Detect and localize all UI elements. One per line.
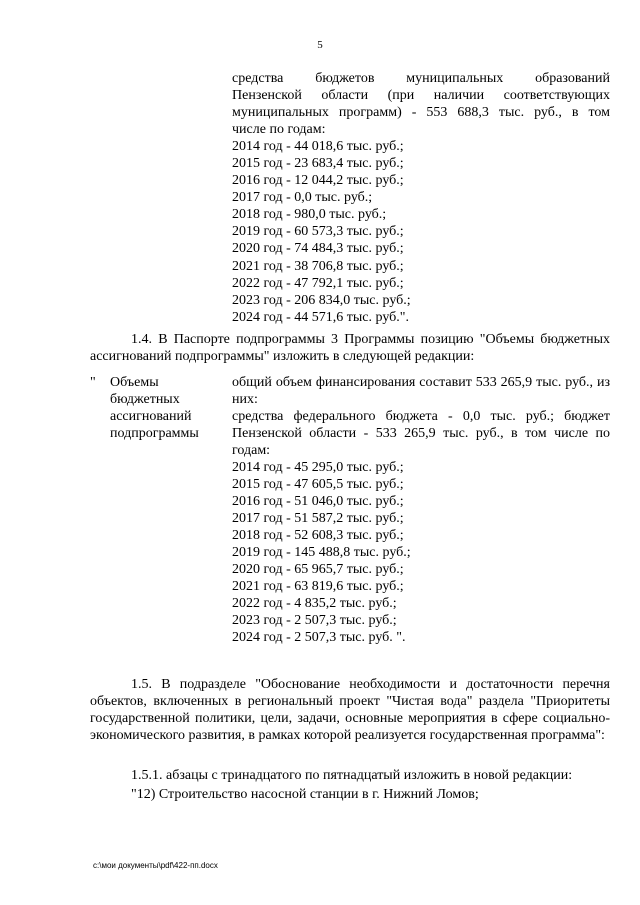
year-funding-line: 2018 год - 52 608,3 тыс. руб.; <box>232 528 404 544</box>
table-years-list <box>232 459 610 647</box>
table-open-quote: " <box>90 375 96 390</box>
year-funding-line: 2022 год - 4 835,2 тыс. руб.; <box>232 596 397 612</box>
year-funding-line: 2023 год - 2 507,3 тыс. руб.; <box>232 613 397 629</box>
year-funding-line: 2019 год - 145 488,8 тыс. руб.; <box>232 545 411 561</box>
funding-years-list <box>232 138 610 326</box>
paragraph-1-5: 1.5. В подразделе "Обоснование необходимости и достаточности перечня объектов, включенных в региональный проект "Чистая вода" раздела "Приоритеты государственной политики, цели, задачи, основные мероприятия в сфере социально-экономического развития, в рамках которой реализуется государственная программа": <box>90 677 610 743</box>
year-funding-line: 2024 год - 44 571,6 тыс. руб.". <box>232 309 409 325</box>
year-funding-line: 2020 год - 74 484,3 тыс. руб.; <box>232 241 404 257</box>
year-funding-line: 2020 год - 65 965,7 тыс. руб.; <box>232 562 404 578</box>
table-total-text: общий объем финансирования составит 533 265,9 тыс. руб., из них: <box>232 375 610 407</box>
table-label-line: бюджетных <box>110 392 180 408</box>
table-value <box>232 374 610 647</box>
year-funding-line: 2017 год - 0,0 тыс. руб.; <box>232 190 373 206</box>
year-funding-line: 2021 год - 38 706,8 тыс. руб.; <box>232 258 404 274</box>
funding-paragraph-line: средства бюджетов муниципальных образований <box>232 71 610 86</box>
year-funding-line: 2016 год - 12 044,2 тыс. руб.; <box>232 173 404 189</box>
funding-continuation <box>232 70 610 326</box>
year-funding-line: 2018 год - 980,0 тыс. руб.; <box>232 207 387 223</box>
file-path-footer: c:\мои документы\pdf\422-пп.docx <box>93 861 218 870</box>
year-funding-line: 2015 год - 23 683,4 тыс. руб.; <box>232 156 404 172</box>
funding-paragraph-line: муниципальных программ) - 553 688,3 тыс. руб., в том <box>232 105 610 121</box>
table-label-line: подпрограммы <box>110 426 199 442</box>
year-funding-line: 2016 год - 51 046,0 тыс. руб.; <box>232 494 404 510</box>
year-funding-line: 2021 год - 63 819,6 тыс. руб.; <box>232 579 404 595</box>
funding-paragraph-line: Пензенской области (при наличии соответствующих <box>232 88 610 104</box>
year-funding-line: 2023 год - 206 834,0 тыс. руб.; <box>232 292 411 308</box>
year-funding-line: 2017 год - 51 587,2 тыс. руб.; <box>232 511 404 527</box>
funding-paragraph <box>232 70 610 121</box>
year-funding-line: 2019 год - 60 573,3 тыс. руб.; <box>232 224 404 240</box>
year-funding-line: 2015 год - 47 605,5 тыс. руб.; <box>232 477 404 493</box>
year-funding-line: 2022 год - 47 792,1 тыс. руб.; <box>232 275 404 291</box>
item-12: "12) Строительство насосной станции в г. Нижний Ломов; <box>131 787 479 802</box>
table-label <box>110 374 225 442</box>
paragraph-1-5-1: 1.5.1. абзацы с тринадцатого по пятнадцатый изложить в новой редакции: <box>131 768 573 783</box>
paragraph-1-4: 1.4. В Паспорте подпрограммы 3 Программы позицию "Объемы бюджетных ассигнований подпрограммы" изложить в следующей редакции: <box>90 332 610 364</box>
year-funding-line: 2014 год - 44 018,6 тыс. руб.; <box>232 139 404 155</box>
year-funding-line: 2024 год - 2 507,3 тыс. руб. ". <box>232 630 406 646</box>
table-label-line: ассигнований <box>110 409 192 425</box>
funding-paragraph-last-line: числе по годам: <box>232 122 326 138</box>
table-label-line: Объемы <box>110 375 159 390</box>
page-number: 5 <box>317 39 323 51</box>
table-sources-text: средства федерального бюджета - 0,0 тыс. руб.; бюджет Пензенской области - 533 265,9 тыс. руб., в том числе по годам: <box>232 409 610 458</box>
year-funding-line: 2014 год - 45 295,0 тыс. руб.; <box>232 460 404 475</box>
